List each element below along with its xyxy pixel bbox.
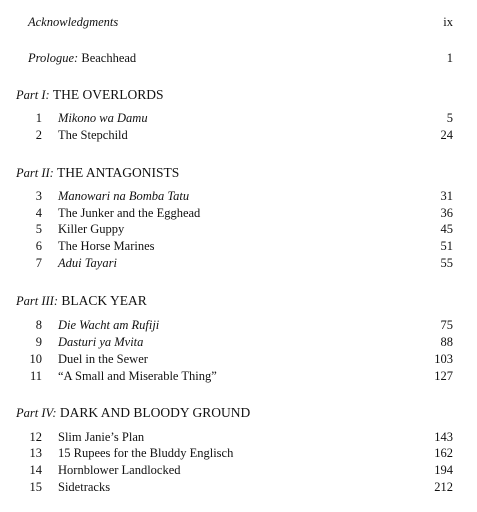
chapter-title: The Horse Marines xyxy=(58,239,155,253)
chapter-title: The Junker and the Egghead xyxy=(58,206,201,220)
toc-entry-title xyxy=(28,50,136,67)
chapter-title: Hornblower Landlocked xyxy=(58,463,181,477)
chapter-page: 103 xyxy=(434,352,453,366)
chapter-entry xyxy=(0,479,477,496)
part-label: Part III: xyxy=(16,294,58,308)
chapter-title: Manowari na Bomba Tatu xyxy=(58,189,190,203)
chapter-title: “A Small and Miserable Thing” xyxy=(58,369,217,383)
chapter-page: 5 xyxy=(446,111,453,125)
chapter-page: 55 xyxy=(440,256,453,270)
chapter-number: 7 xyxy=(35,256,42,270)
part-label: Part I: xyxy=(16,88,50,102)
chapter-title: The Stepchild xyxy=(58,128,128,142)
chapter-entry xyxy=(0,462,477,479)
toc-entry-acknowledgments xyxy=(0,14,477,31)
chapter-page: 143 xyxy=(434,430,453,444)
toc-entry-page: ix xyxy=(443,15,453,29)
chapter-number: 9 xyxy=(35,335,42,349)
part-heading xyxy=(0,164,477,181)
chapter-number: 10 xyxy=(29,352,42,366)
chapter-number: 12 xyxy=(29,430,42,444)
chapter-number: 6 xyxy=(35,239,42,253)
chapter-entry xyxy=(0,127,477,144)
chapter-number: 5 xyxy=(35,222,42,236)
chapter-page: 75 xyxy=(440,318,453,332)
chapter-entry xyxy=(0,317,477,334)
part-heading xyxy=(0,404,477,421)
part-heading xyxy=(0,292,477,309)
chapter-title: Duel in the Sewer xyxy=(58,352,148,366)
chapter-title: Sidetracks xyxy=(58,480,111,494)
toc-entry-prologue xyxy=(0,50,477,67)
toc-entry-page: 1 xyxy=(446,51,453,65)
chapter-entry xyxy=(0,429,477,446)
chapter-title: Slim Janie’s Plan xyxy=(58,430,145,444)
chapter-number: 15 xyxy=(29,480,42,494)
chapter-entry xyxy=(0,445,477,462)
chapter-entry xyxy=(0,255,477,272)
part-label: Part II: xyxy=(16,166,54,180)
chapter-title: 15 Rupees for the Bluddy Englisch xyxy=(58,446,234,460)
chapter-title: Die Wacht am Rufiji xyxy=(58,318,160,332)
chapter-entry xyxy=(0,351,477,368)
chapter-page: 45 xyxy=(440,222,453,236)
chapter-page: 24 xyxy=(440,128,453,142)
chapter-entry xyxy=(0,110,477,127)
chapter-page: 212 xyxy=(434,480,453,494)
part-title: THE ANTAGONISTS xyxy=(56,165,180,180)
chapter-number: 4 xyxy=(35,206,42,220)
chapter-number: 2 xyxy=(35,128,42,142)
part-title: BLACK YEAR xyxy=(61,293,147,308)
part-title: THE OVERLORDS xyxy=(52,87,164,102)
chapter-page: 88 xyxy=(440,335,453,349)
chapter-entry xyxy=(0,221,477,238)
part-title: DARK AND BLOODY GROUND xyxy=(59,405,251,420)
chapter-number: 1 xyxy=(35,111,42,125)
chapter-page: 51 xyxy=(440,239,453,253)
chapter-number: 3 xyxy=(35,189,42,203)
chapter-entry xyxy=(0,334,477,351)
chapter-title: Dasturi ya Mvita xyxy=(58,335,144,349)
chapter-entry xyxy=(0,368,477,385)
chapter-number: 8 xyxy=(35,318,42,332)
chapter-number: 11 xyxy=(29,369,42,383)
part-label: Part IV: xyxy=(16,406,57,420)
chapter-number: 14 xyxy=(29,463,42,477)
chapter-title: Mikono wa Damu xyxy=(58,111,148,125)
chapter-page: 31 xyxy=(440,189,453,203)
chapter-number: 13 xyxy=(29,446,42,460)
chapter-page: 127 xyxy=(434,369,453,383)
chapter-entry xyxy=(0,205,477,222)
toc-entry-title: Acknowledgments xyxy=(28,15,119,29)
chapter-title: Adui Tayari xyxy=(58,256,117,270)
chapter-entry xyxy=(0,188,477,205)
prologue-title: Beachhead xyxy=(81,51,137,65)
part-heading xyxy=(0,86,477,103)
chapter-entry xyxy=(0,238,477,255)
prologue-label: Prologue: xyxy=(28,51,79,65)
chapter-page: 162 xyxy=(434,446,453,460)
chapter-title: Killer Guppy xyxy=(58,222,125,236)
chapter-page: 36 xyxy=(440,206,453,220)
chapter-page: 194 xyxy=(434,463,453,477)
